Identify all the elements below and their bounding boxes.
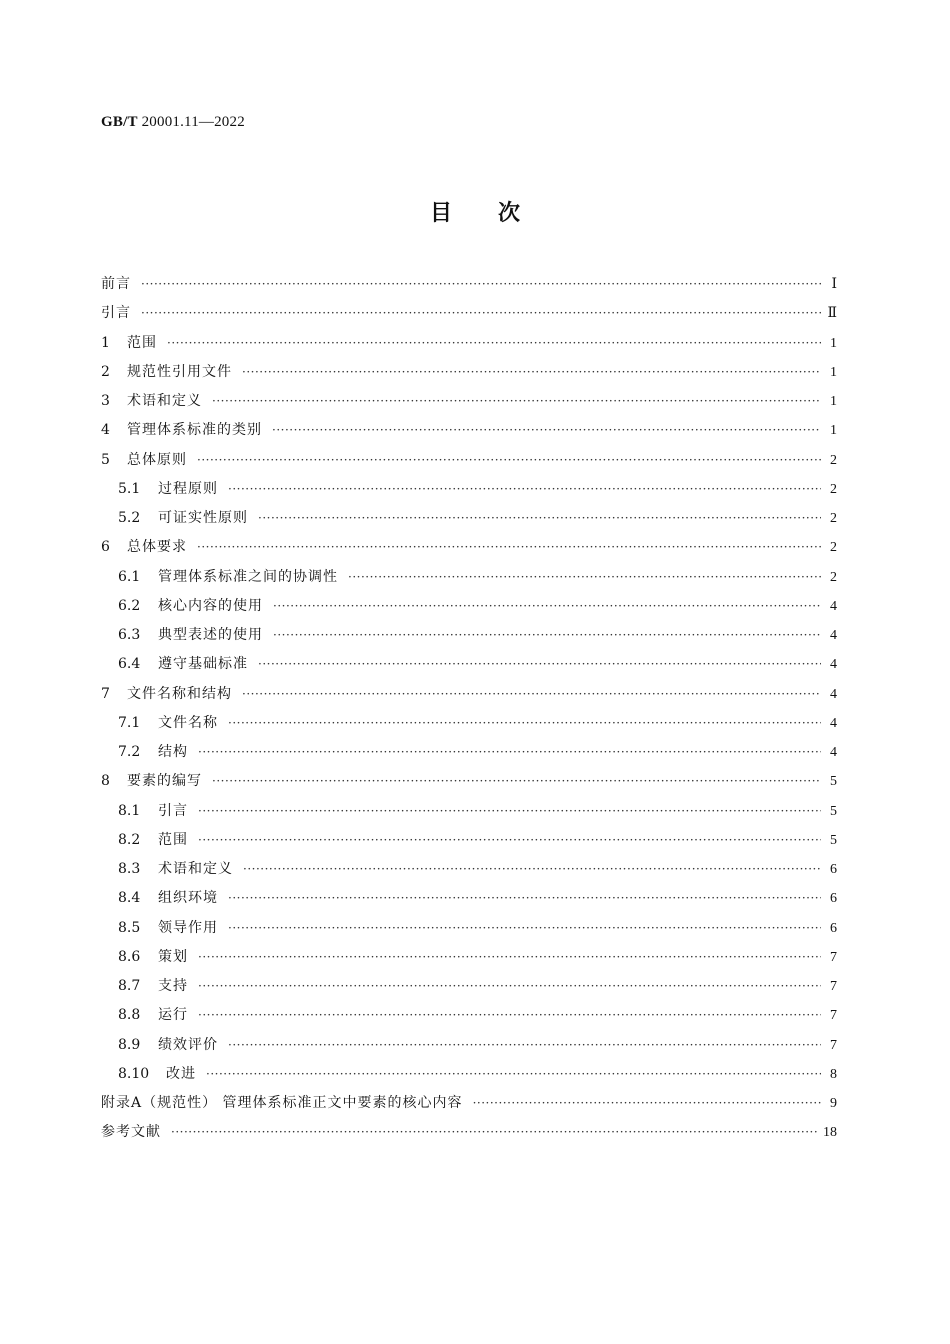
toc-entry-label: 核心内容的使用 <box>158 597 263 614</box>
toc-entry-number: 1 <box>101 334 110 351</box>
toc-entry-label: 文件名称 <box>158 714 218 731</box>
toc-entry[interactable] <box>101 826 837 855</box>
dot-leader <box>242 358 821 387</box>
standard-code: 20001.11—2022 <box>141 114 245 130</box>
toc-entry-label: 规范性引用文件 <box>127 363 232 380</box>
dot-leader <box>473 1089 821 1118</box>
toc-entry-number: 8.9 <box>118 1036 141 1053</box>
toc-entry-page: 1 <box>830 394 837 409</box>
dot-leader <box>228 475 821 504</box>
toc-entry-page: 8 <box>830 1066 837 1082</box>
toc-entry-number: 8.4 <box>118 890 141 907</box>
toc-entry-label: 要素的编写 <box>127 773 202 790</box>
toc-entry[interactable] <box>101 504 837 533</box>
toc-entry-label: 绩效评价 <box>158 1036 218 1053</box>
toc-entry[interactable] <box>101 884 837 913</box>
toc-entry-label: 领导作用 <box>158 919 218 936</box>
toc-entry-page: 6 <box>830 891 837 907</box>
toc-entry-label: 管理体系标准的类别 <box>127 422 262 439</box>
toc-entry-page: 5 <box>830 803 837 819</box>
toc-entry[interactable] <box>101 446 837 475</box>
dot-leader <box>273 621 821 650</box>
toc-entry-label: 遵守基础标准 <box>158 656 248 673</box>
toc-entry[interactable] <box>101 1118 837 1147</box>
toc-entry-page: 6 <box>830 862 837 877</box>
toc-entry-page: 5 <box>830 832 837 848</box>
toc-entry-number: 5 <box>101 451 110 468</box>
toc-entry[interactable] <box>101 270 837 299</box>
toc-entry[interactable] <box>101 709 837 738</box>
document-header <box>101 114 245 131</box>
toc-entry-label: 结构 <box>158 744 188 760</box>
toc-entry-number: 7.1 <box>118 714 141 731</box>
dot-leader <box>243 855 821 884</box>
toc-entry[interactable] <box>101 1089 837 1118</box>
toc-entry[interactable] <box>101 416 837 445</box>
toc-entry[interactable] <box>101 1060 837 1089</box>
toc-entry-page: 2 <box>830 511 837 526</box>
table-of-contents <box>101 270 837 1148</box>
toc-entry-label: 引言 <box>158 802 188 819</box>
dot-leader <box>273 592 821 621</box>
toc-entry[interactable] <box>101 972 837 1001</box>
toc-entry-number: 8.3 <box>118 861 141 877</box>
toc-entry-page: 5 <box>830 774 837 790</box>
toc-entry-number: 7 <box>101 685 110 702</box>
toc-entry-page: 7 <box>830 1037 837 1053</box>
toc-entry-label: 组织环境 <box>158 890 218 907</box>
toc-entry-label: 引言 <box>101 305 131 322</box>
dot-leader <box>206 1060 821 1089</box>
toc-entry-page: 1 <box>830 364 837 380</box>
toc-entry-page: 2 <box>830 452 837 468</box>
toc-entry[interactable] <box>101 1001 837 1030</box>
standard-prefix: GB/T <box>101 114 138 130</box>
toc-entry-label: 支持 <box>158 978 188 994</box>
toc-entry-label: 管理体系标准之间的协调性 <box>158 568 338 585</box>
toc-entry-page: 7 <box>830 1008 837 1024</box>
toc-entry-label: 过程原则 <box>158 480 218 497</box>
toc-entry-label: 参考文献 <box>101 1124 161 1141</box>
toc-entry-number: 6.4 <box>118 656 141 673</box>
toc-entry[interactable] <box>101 387 837 416</box>
dot-leader <box>171 1118 817 1147</box>
toc-entry-page: 2 <box>830 481 837 497</box>
dot-leader <box>198 797 821 826</box>
toc-entry[interactable] <box>101 943 837 972</box>
toc-entry-label: 策划 <box>158 948 188 965</box>
toc-entry-label: 总体原则 <box>127 451 187 468</box>
toc-entry[interactable] <box>101 797 837 826</box>
page-title: 目次 <box>429 200 566 226</box>
toc-entry-page: 4 <box>830 657 837 673</box>
toc-entry[interactable] <box>101 621 837 650</box>
toc-entry-page: 1 <box>830 423 837 439</box>
toc-entry-number: 5.2 <box>118 510 141 526</box>
toc-entry-page: 4 <box>830 715 837 731</box>
toc-entry-page: 9 <box>830 1096 837 1111</box>
toc-entry-number: 8.7 <box>118 978 141 994</box>
toc-entry-page: 1 <box>830 335 837 351</box>
dot-leader <box>141 270 821 299</box>
toc-entry-number: 8.6 <box>118 948 141 965</box>
toc-entry-label: 附录A（规范性） 管理体系标准正文中要素的核心内容 <box>101 1095 463 1111</box>
toc-entry-number: 7.2 <box>118 744 141 760</box>
toc-entry[interactable] <box>101 329 837 358</box>
toc-entry-number: 5.1 <box>118 480 141 497</box>
toc-entry-number: 3 <box>101 393 110 409</box>
toc-entry[interactable] <box>101 855 837 884</box>
dot-leader <box>141 299 821 328</box>
dot-leader <box>197 533 821 562</box>
dot-leader <box>272 416 821 445</box>
toc-entry-number: 6.2 <box>118 597 141 614</box>
toc-entry-page: 2 <box>830 540 837 556</box>
dot-leader <box>242 680 821 709</box>
toc-entry-page: 4 <box>830 628 837 643</box>
toc-entry-page: 7 <box>830 979 837 994</box>
toc-entry-page: 4 <box>830 686 837 702</box>
dot-leader <box>348 563 821 592</box>
toc-entry[interactable] <box>101 767 837 796</box>
toc-entry-page: 7 <box>830 949 837 965</box>
dot-leader <box>167 329 821 358</box>
toc-entry[interactable] <box>101 650 837 679</box>
toc-entry-number: 8.8 <box>118 1007 141 1024</box>
toc-entry-label: 运行 <box>158 1007 188 1024</box>
dot-leader <box>212 387 821 416</box>
dot-leader <box>198 943 821 972</box>
toc-entry-number: 8 <box>101 773 110 790</box>
toc-entry[interactable] <box>101 914 837 943</box>
toc-entry[interactable] <box>101 475 837 504</box>
toc-entry[interactable] <box>101 592 837 621</box>
toc-entry[interactable] <box>101 680 837 709</box>
toc-entry-page: Ⅱ <box>827 306 837 322</box>
toc-entry-page: 4 <box>830 745 837 760</box>
toc-entry-page: 6 <box>830 920 837 936</box>
toc-entry-label: 改进 <box>166 1065 196 1082</box>
toc-entry[interactable] <box>101 299 837 328</box>
dot-leader <box>198 826 821 855</box>
toc-entry-label: 术语和定义 <box>158 861 233 877</box>
dot-leader <box>198 1001 821 1030</box>
dot-leader <box>228 884 821 913</box>
toc-entry-number: 8.5 <box>118 919 141 936</box>
toc-entry-label: 范围 <box>127 334 157 351</box>
toc-entry[interactable] <box>101 533 837 562</box>
toc-entry-number: 8.1 <box>118 802 141 819</box>
toc-entry[interactable] <box>101 358 837 387</box>
dot-leader <box>258 650 821 679</box>
toc-entry-page: 4 <box>830 598 837 614</box>
toc-entry[interactable] <box>101 1031 837 1060</box>
toc-entry-number: 8.10 <box>118 1065 150 1082</box>
toc-entry-label: 典型表述的使用 <box>158 627 263 643</box>
dot-leader <box>198 738 821 767</box>
toc-entry-label: 总体要求 <box>127 539 187 556</box>
toc-entry-page: 18 <box>823 1125 837 1141</box>
dot-leader <box>212 767 821 796</box>
dot-leader <box>228 709 821 738</box>
toc-entry-label: 文件名称和结构 <box>127 685 232 702</box>
toc-entry-number: 2 <box>101 363 110 380</box>
toc-entry-number: 4 <box>101 422 110 439</box>
toc-entry-number: 6 <box>101 539 110 556</box>
dot-leader <box>198 972 821 1001</box>
dot-leader <box>197 446 821 475</box>
toc-entry-label: 术语和定义 <box>127 393 202 409</box>
toc-entry-label: 前言 <box>101 276 131 292</box>
toc-entry-label: 可证实性原则 <box>158 510 248 526</box>
toc-entry-page: Ⅰ <box>831 277 837 292</box>
toc-entry-page: 2 <box>830 569 837 585</box>
dot-leader <box>258 504 821 533</box>
dot-leader <box>228 914 821 943</box>
toc-entry[interactable] <box>101 738 837 767</box>
toc-entry-number: 6.1 <box>118 568 141 585</box>
toc-entry-label: 范围 <box>158 831 188 848</box>
toc-entry[interactable] <box>101 563 837 592</box>
dot-leader <box>228 1031 821 1060</box>
toc-entry-number: 6.3 <box>118 627 141 643</box>
toc-entry-number: 8.2 <box>118 831 141 848</box>
